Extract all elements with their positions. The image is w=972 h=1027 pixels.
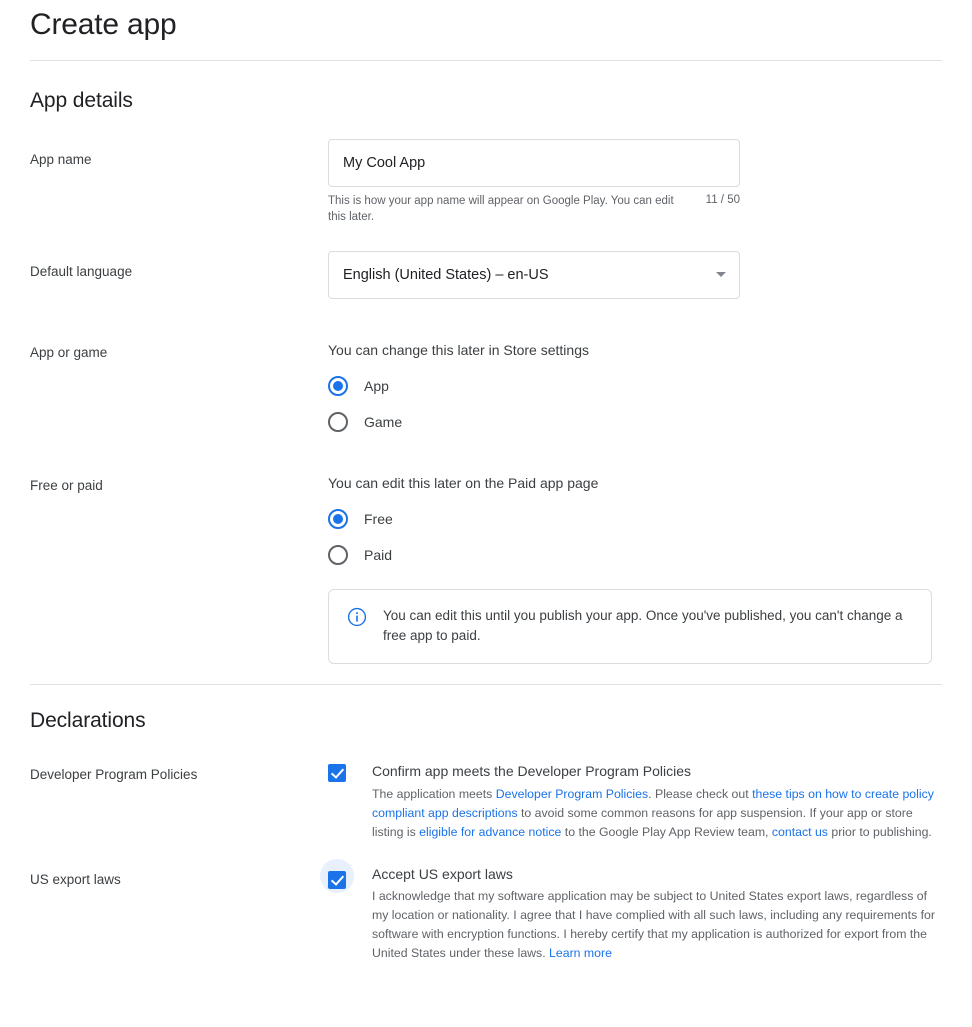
app-or-game-note: You can change this later in Store settings <box>328 342 589 359</box>
default-language-field-group <box>328 251 942 299</box>
developer-program-policies-label: Developer Program Policies <box>30 766 198 782</box>
app-name-field-group <box>328 139 942 225</box>
dpp-text-5: prior to publishing. <box>827 824 932 839</box>
app-name-helper-row <box>328 194 740 225</box>
usexport-text-1: I acknowledge that my software application may be subject to United States export laws, regardless of my location or nationality. I agree that I have complied with all such laws, including any requirements for software with encryption functions. I hereby certify that my application is authorized for export from the United States under these laws. <box>372 888 935 960</box>
default-language-label: Default language <box>30 264 133 280</box>
radio-option-app[interactable] <box>328 376 942 396</box>
developer-program-policies-content <box>372 763 942 842</box>
developer-program-policies-link[interactable]: Developer Program Policies <box>495 786 649 801</box>
dpp-text-3: to avoid some common reasons for app suspension. If your app or store listing is <box>372 805 913 839</box>
us-export-laws-label: US export laws <box>30 871 121 887</box>
radio-game-label: Game <box>364 414 403 431</box>
us-export-laws-description <box>372 887 942 963</box>
radio-paid-label: Paid <box>364 547 393 564</box>
app-or-game-label: App or game <box>30 345 108 361</box>
developer-program-policies-title: Confirm app meets the Developer Program Policies <box>372 762 692 779</box>
default-language-select[interactable] <box>328 251 740 299</box>
radio-option-paid[interactable] <box>328 545 942 565</box>
app-name-character-counter: 11 / 50 <box>705 194 740 206</box>
developer-program-policies-checkbox-wrap[interactable] <box>328 763 372 782</box>
advance-notice-link[interactable]: eligible for advance notice <box>419 824 562 839</box>
free-or-paid-note: You can edit this later on the Paid app page <box>328 475 599 492</box>
us-export-laws-field-group <box>328 866 942 963</box>
developer-program-policies-check-row <box>328 763 942 842</box>
app-details-section <box>0 61 972 664</box>
app-name-label: App name <box>30 152 92 167</box>
us-export-laws-content <box>372 866 942 963</box>
page-title: Create app <box>30 8 177 41</box>
policy-compliant-descriptions-link[interactable]: these tips on how to create policy compliant app descriptions <box>372 786 934 820</box>
free-or-paid-info-box <box>328 589 932 664</box>
free-or-paid-label: Free or paid <box>30 478 103 494</box>
learn-more-link[interactable]: Learn more <box>549 945 612 960</box>
radio-paid-indicator[interactable] <box>328 545 348 565</box>
free-or-paid-info-text: You can edit this until you publish your app. Once you've published, you can't change a free app to paid. <box>383 608 903 644</box>
radio-free-indicator[interactable] <box>328 509 348 529</box>
us-export-laws-row <box>30 866 942 963</box>
us-export-laws-check-row <box>328 866 942 963</box>
declarations-title: Declarations <box>30 708 146 732</box>
radio-app-indicator[interactable] <box>328 376 348 396</box>
app-or-game-field-group <box>328 341 942 448</box>
developer-program-policies-field-group <box>328 763 942 842</box>
default-language-row <box>30 251 942 299</box>
developer-program-policies-checkbox[interactable] <box>328 764 346 782</box>
us-export-laws-checkbox[interactable] <box>328 871 346 889</box>
radio-free-label: Free <box>364 511 393 528</box>
default-language-value: English (United States) – en-US <box>343 267 549 284</box>
free-or-paid-field-group <box>328 474 942 664</box>
app-name-input[interactable] <box>328 139 740 187</box>
declarations-section <box>0 685 972 963</box>
contact-us-link[interactable]: contact us <box>771 824 828 839</box>
dpp-text-4: to the Google Play App Review team, <box>561 824 772 839</box>
radio-option-free[interactable] <box>328 509 942 529</box>
radio-option-game[interactable] <box>328 412 942 432</box>
app-details-title: App details <box>30 89 133 112</box>
app-name-helper-text: This is how your app name will appear on Google Play. You can edit this later. <box>328 195 674 223</box>
us-export-laws-checkbox-wrap[interactable] <box>328 866 372 889</box>
dpp-text-2: . Please check out <box>648 786 753 801</box>
default-language-select-wrap <box>328 251 740 299</box>
app-or-game-row <box>30 341 942 448</box>
developer-program-policies-row <box>30 763 942 842</box>
developer-program-policies-description <box>372 785 942 842</box>
app-name-row <box>30 139 942 225</box>
dpp-text-1: The application meets <box>372 786 496 801</box>
free-or-paid-row <box>30 474 942 664</box>
info-icon <box>347 607 367 627</box>
us-export-laws-title: Accept US export laws <box>372 865 513 882</box>
radio-app-label: App <box>364 378 389 395</box>
radio-game-indicator[interactable] <box>328 412 348 432</box>
